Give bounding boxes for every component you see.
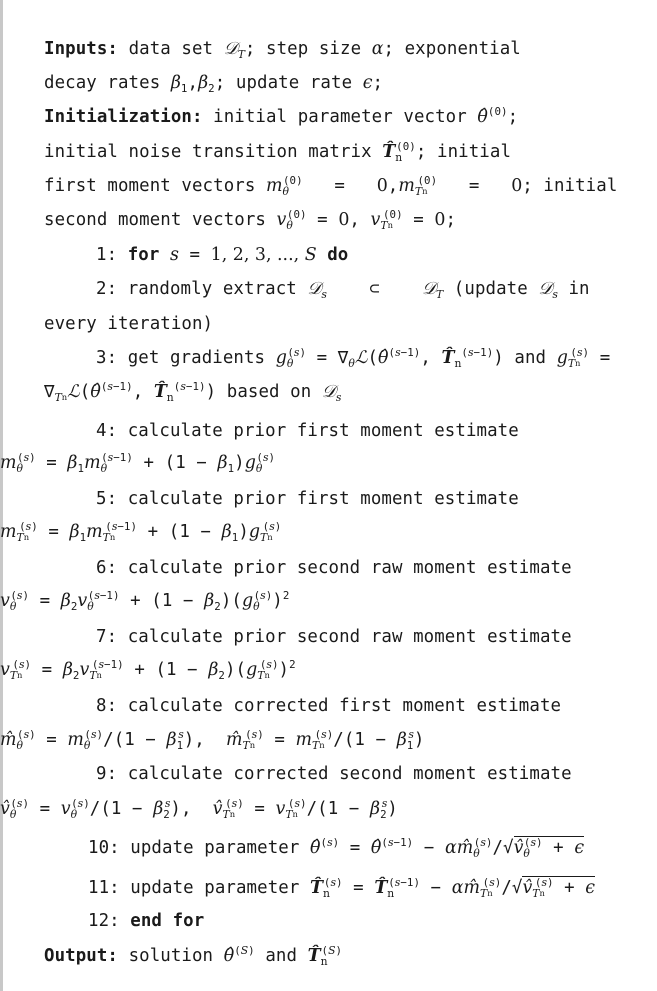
step-10-number: 10: [88,838,120,858]
step-1-number: 1: [96,245,118,265]
step-11-number: 11: [88,878,120,898]
step-1: 1: for s = 1, 2, 3, ..., S do [96,245,349,265]
step-7-line-1: 7: calculate prior second raw moment estimate [96,627,572,647]
step-9-line-1: 9: calculate corrected second moment estimate [96,764,572,784]
step-12: 12: end for [88,911,205,931]
step-12-number: 12: [88,911,120,931]
step-5-number: 5: [96,489,118,509]
step-8-line-1: 8: calculate corrected first moment estimate [96,696,562,716]
step-4-number: 4: [96,421,118,441]
step-3-number: 3: [96,348,118,368]
step-6-line-2: $v_\theta^{(s)} = \beta_2v_\theta^{(s-1)} + (1 - \beta_2)(g_\theta^{(s)})^2$ [0,589,290,613]
output-line: Output: solution θ̂$^{(S)}$ and $T̂_n^{(S)}$ [44,944,343,968]
step-8-line-2: $m̂_\theta^{(s)} = m_\theta^{(s)}/(1 - \beta_1^s)$, $m̂_{Tn}^{(s)} = m_{Tn}^{(s)}/(1 - \beta_1^s)$ [0,728,425,752]
step-8-number: 8: [96,696,118,716]
step-6-line-1: 6: calculate prior second raw moment estimate [96,558,572,578]
step-7-number: 7: [96,627,118,647]
step-2-line-1: 2: randomly extract 𝒟$_s$ ⊂ 𝒟$_T$ (update 𝒟$_s$ in [96,279,590,301]
step-5-line-2: $m_{Tn}^{(s)} = \beta_1m_{Tn}^{(s-1)} + (1 - \beta_1)g_{Tn}^{(s)}$ [0,520,282,544]
step-4-line-1: 4: calculate prior first moment estimate [96,421,519,441]
inputs-line-1: Inputs: data set 𝒟$_T$; step size α; exponential [44,39,521,61]
step-9-number: 9: [96,764,118,784]
init-line-2: initial noise transition matrix $T̂_n^{(0)}$; initial [44,140,512,164]
step-2-line-2: every iteration) [44,314,214,334]
step-3-line-1: 3: get gradients $g_\theta^{(s)}$ = $\nabla_\theta ℒ(\thetâ^{(s-1)}$, $T̂_n^{(s-1)}$) and $g_{Tn}^{(s)}$ = [96,346,611,370]
inputs-line-2: decay rates $\beta_1,\beta_2$; update rate ϵ; [44,73,384,95]
init-line-3: first moment vectors $m_\theta^{(0)} = 0,m_{Tn}^{(0)} = 0$; initial [44,174,618,198]
step-2-number: 2: [96,279,118,299]
step-5-line-1: 5: calculate prior first moment estimate [96,489,519,509]
output-keyword: Output: [44,946,118,966]
left-border-rule [0,0,3,991]
initialization-keyword: Initialization: [44,107,203,127]
init-line-1: Initialization: initial parameter vector θ̂$^{(0)}$; [44,105,519,127]
step-10: 10: update parameter θ̂$^{(s)}$ = θ̂$^{(s-1)}$ − $\alpha m̂_\theta^{(s)}/√v̂_\theta^{(s)} + \epsilon$ [88,836,585,860]
init-line-4: second moment vectors $v_\theta^{(0)} = 0$, $v_{Tn}^{(0)} = 0$; [44,208,457,232]
step-7-line-2: $v_{Tn}^{(s)} = \beta_2v_{Tn}^{(s-1)} + (1 - \beta_2)(g_{Tn}^{(s)})^2$ [0,658,296,682]
step-4-line-2: $m_\theta^{(s)} = \beta_1m_\theta^{(s-1)} + (1 - \beta_1)g_\theta^{(s)}$ [0,451,276,475]
step-11: 11: update parameter $T̂_n^{(s)}$ = $T̂_n^{(s-1)}$ − $\alpha m̂_{Tn}^{(s)}/√v̂_{Tn}^{(s)} + \epsilon$ [88,876,596,900]
step-3-line-2: $\nabla_{Tn}ℒ(\thetâ^{(s-1)}$, $T̂_n^{(s-1)}$) based on 𝒟$_s$ [44,380,342,404]
step-9-line-2: $v̂_\theta^{(s)} = v_\theta^{(s)}/(1 - \beta_2^s)$, $v̂_{Tn}^{(s)} = v_{Tn}^{(s)}/(1 - \beta_2^s)$ [0,797,398,821]
step-6-number: 6: [96,558,118,578]
inputs-keyword: Inputs: [44,39,118,59]
